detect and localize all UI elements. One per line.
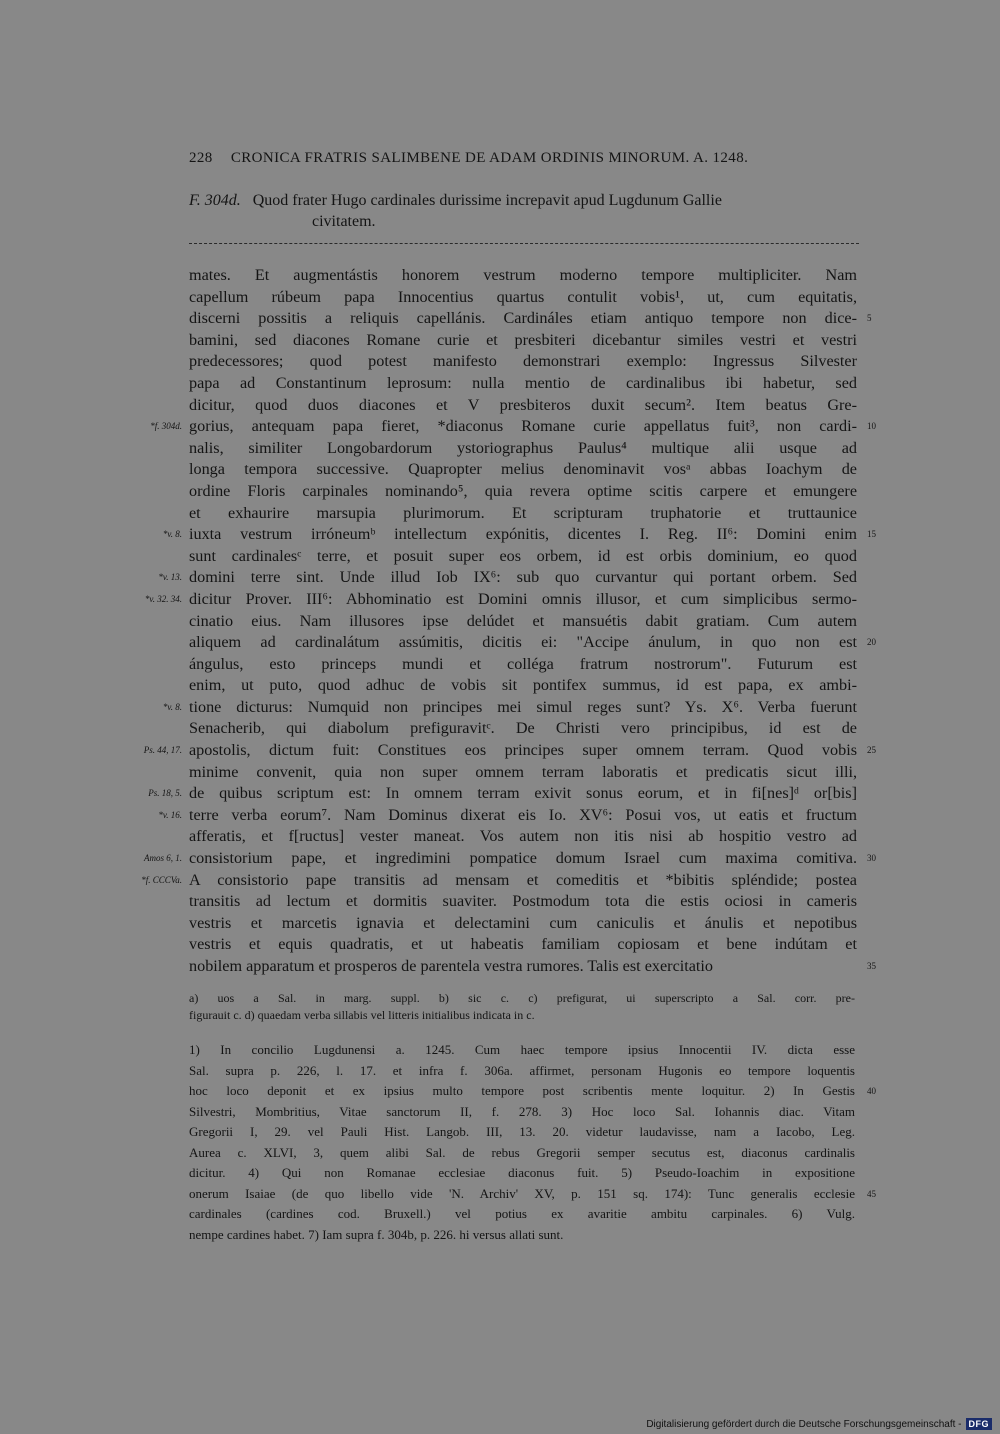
text-line-content: discerni possitis a reliquis capellánis. Cardináles etiam antiquo tempore non dice-	[189, 309, 857, 328]
text-line	[189, 287, 857, 309]
text-line-content: aliquem ad cardinalátum assúmitis, dicitis ei: "Accipe ánulum, in quo non est	[189, 633, 857, 652]
text-line-content: domini terre sint. Unde illud Iob IX⁶: sub quo curvantur qui portant orbem. Sed	[189, 568, 857, 587]
text-line	[189, 913, 857, 935]
text-line	[189, 503, 857, 525]
footnote-line	[189, 1143, 855, 1164]
footnote-text: 1) In concilio Lugdunensi a. 1245. Cum haec tempore ipsius Innocentii IV. dicta esse	[189, 1042, 855, 1057]
text-line-content: predecessores; quod potest manifesto demonstrari exemplo: Ingressus Silvester	[189, 352, 857, 371]
page-number: 228	[189, 150, 213, 166]
margin-reference: Ps. 44, 17.	[143, 745, 182, 756]
text-line-content: minime convenit, quia non super omnem terram laboratis et predicatis sicut illi,	[189, 762, 857, 781]
text-line	[189, 654, 857, 676]
text-line-content: et exhaurire marsupia plurimorum. Et scripturam truphatorie et truttaunice	[189, 503, 857, 522]
footnotes	[189, 1040, 876, 1245]
apparatus-line: figurauit c. d) quaedam verba sillabis vel litteris initialibus indicata in c.	[189, 1008, 535, 1022]
text-line-content: nobilem apparatum et prosperos de parentela vestra rumores. Talis est exercitatio	[189, 957, 714, 975]
text-line	[158, 567, 857, 589]
footnote-text: Silvestri, Mombritius, Vitae sanctorum II, f. 278. 3) Hoc loco Sal. Iohannis diac. Vitam	[189, 1103, 855, 1119]
rubric-folio: F. 304d.	[189, 192, 241, 209]
text-line-content: afferatis, et f[ructus] vester maneat. Vos autem non itis nisi ab hospitio vestro ad	[189, 827, 857, 846]
line-number: 15	[867, 529, 876, 540]
text-line-content: terre verba eorum⁷. Nam Dominus dixerat eis Io. XV⁶: Posui vos, ut eatis et fructum	[189, 805, 857, 824]
footnote-text: hoc loco deponit et ex ipsius multo tempore post scribentis mente loquitur. 2) In Gestis	[189, 1083, 855, 1098]
footnote-line	[189, 1040, 855, 1061]
footnote-line	[189, 1225, 855, 1246]
text-line-content: ángulus, esto princeps mundi et colléga fratrum nostrorum". Futurum est	[189, 654, 857, 673]
footer-text: Digitalisierung gefördert durch die Deutsche Forschungsgemeinschaft -	[646, 1418, 962, 1430]
text-line	[189, 934, 857, 956]
text-line-content: consistorium pape, et ingredimini pompatice domum Israel cum maxima comitiva.	[189, 849, 857, 868]
footnote-line	[189, 1122, 855, 1143]
digitization-footer	[646, 1418, 992, 1430]
margin-reference: *f. CCCVa.	[141, 874, 182, 885]
margin-reference: Amos 6, 1.	[144, 853, 182, 864]
footnote-line	[189, 1081, 876, 1102]
text-line	[189, 611, 857, 633]
text-line-content: A consistorio pape transitis ad mensam et comeditis et *bibitis spléndide; postea	[189, 870, 857, 889]
text-line	[158, 805, 857, 827]
text-line	[162, 524, 876, 546]
text-line	[144, 589, 857, 611]
text-line	[189, 826, 857, 848]
line-number: 25	[867, 745, 876, 756]
main-text	[141, 265, 876, 978]
text-line	[189, 438, 857, 460]
text-line	[189, 762, 857, 784]
margin-reference: *v. 8.	[162, 529, 182, 540]
footnote-text: Sal. supra p. 226, l. 17. et infra f. 306a. affirmet, personam Hugonis eo tempore loquentis	[189, 1062, 855, 1078]
text-line-content: ordine Floris carpinales nominando⁵, quia revera optime scitis carpere et emungere	[189, 481, 857, 500]
text-line	[189, 459, 857, 481]
text-line-content: transitis ad lectum et dormitis suaviter. Postmodum tota die estis ociosi in cameris	[189, 892, 857, 911]
footnote-text: Aurea c. XLVI, 3, quem alibi Sal. de rebus Gregorii semper secutus est, diaconus cardinalis	[189, 1144, 855, 1160]
margin-reference: *v. 13.	[158, 572, 182, 583]
text-line-content: Senacherib, qui diabolum prefiguravitᶜ. De Christi vero principibus, id est de	[189, 719, 857, 738]
text-line-content: papa ad Constantinum leprosum: nulla mentio de cardinalibus ibi habetur, sed	[189, 373, 857, 392]
footnote-text: onerum Isaiae (de quo libello vide 'N. Archiv' XV, p. 151 sq. 174): Tunc generalis ecclesie	[189, 1185, 855, 1201]
rubric-line-2: civitatem.	[312, 213, 376, 230]
line-number: 40	[867, 1086, 876, 1096]
rubric-divider	[189, 243, 859, 244]
footnote-line	[189, 1204, 855, 1225]
text-line	[189, 632, 876, 654]
text-line-content: cinatio eius. Nam illusores ipse delúdet et mansuétis dabit gratiam. Cum autem	[189, 611, 857, 630]
running-header	[189, 150, 859, 167]
text-line-content: tione dicturus: Numquid non principes mei simul reges sunt? Ys. X⁶. Verba fuerunt	[189, 697, 857, 716]
text-line	[189, 891, 857, 913]
text-line-content: longa tempora successive. Quapropter melius denominavit vosᵃ abbas Ioachym de	[189, 460, 857, 479]
line-number: 20	[867, 637, 876, 648]
text-line	[189, 481, 857, 503]
text-line-content: apostolis, dictum fuit: Constitues eos principes super omnem terram. Quod vobis	[189, 741, 857, 760]
dfg-logo: DFG	[966, 1418, 993, 1430]
text-line	[189, 718, 857, 740]
text-line-content: sunt cardinalesᶜ terre, et posuit super eos orbem, id est orbis dominium, eo quod	[189, 546, 857, 565]
text-line	[189, 675, 857, 697]
text-line	[189, 373, 857, 395]
text-line-content: mates. Et augmentástis honorem vestrum moderno tempore multipliciter. Nam	[189, 266, 857, 284]
running-title: CRONICA FRATRIS SALIMBENE DE ADAM ORDINIS MINORUM. A. 1248.	[230, 150, 749, 166]
line-number: 45	[867, 1188, 876, 1199]
margin-reference: Ps. 18, 5.	[148, 788, 182, 799]
text-line	[189, 330, 857, 352]
text-line	[144, 848, 876, 870]
text-line	[189, 265, 857, 287]
text-line-content: iuxta vestrum irróneumᵇ intellectum expónitis, dicentes I. Reg. II⁶: Domini enim	[189, 525, 857, 544]
footnote-line	[189, 1061, 855, 1082]
text-line-content: dicitur, quod duos diacones et V presbiteros duxit secum². Item beatus Gre-	[189, 395, 857, 414]
text-line	[189, 546, 857, 568]
line-number: 30	[867, 853, 876, 864]
text-line-content: bamini, sed diacones Romane curie et presbiteri dicebantur similes vestri et vestri	[189, 330, 857, 349]
text-line-content: enim, ut puto, quod adhuc de vobis sit pontifex summus, id est papa, ex ambi-	[189, 676, 857, 695]
margin-reference: *v. 8.	[162, 701, 182, 712]
footnote-text: Gregorii I, 29. vel Pauli Hist. Langob. III, 13. 20. videtur laudavisse, nam a Iacobo, Leg.	[189, 1124, 855, 1139]
critical-apparatus	[189, 990, 855, 1024]
text-line	[141, 870, 857, 892]
chapter-rubric	[189, 190, 861, 232]
line-number: 35	[867, 961, 876, 971]
text-line-content: vestris et equis quadratis, et ut habeatis familiam copiosam et bene indútam et	[189, 935, 857, 954]
line-number: 5	[867, 313, 872, 324]
text-line-content: de quibus scriptum est: In omnem terram exivit sonus eorum, et in fi[nes]ᵈ or[bis]	[189, 784, 857, 803]
margin-reference: *v. 16.	[158, 809, 182, 820]
footnote-line	[189, 1102, 855, 1123]
footnote-text: nempe cardines habet. 7) Iam supra f. 304b, p. 226. hi versus allati sunt.	[189, 1226, 564, 1242]
footnote-text: dicitur. 4) Qui non Romanae ecclesiae diaconus fuit. 5) Pseudo-Ioachim in expositione	[189, 1165, 855, 1180]
text-line	[143, 740, 876, 762]
text-line-content: nalis, similiter Longobardorum ystoriographus Paulus⁴ multique alii usque ad	[189, 438, 857, 457]
margin-reference: *v. 32. 34.	[144, 593, 182, 604]
margin-reference: *f. 304d.	[150, 421, 182, 432]
text-line	[148, 783, 857, 805]
text-line	[189, 308, 872, 330]
footnote-line	[189, 1184, 876, 1205]
text-line-content: vestris et marcetis ignavia et delectamini cum caniculis et ánulis et nepotibus	[189, 913, 857, 932]
text-line	[189, 395, 857, 417]
rubric-line-1: Quod frater Hugo cardinales durissime increpavit apud Lugdunum Gallie	[252, 192, 722, 209]
footnote-line	[189, 1163, 855, 1184]
text-line	[150, 416, 876, 438]
line-number: 10	[867, 421, 876, 432]
text-line	[162, 697, 857, 719]
text-line-content: capellum rúbeum papa Innocentius quartus contulit vobis¹, ut, cum equitatis,	[189, 287, 857, 306]
text-line	[189, 956, 876, 978]
text-line	[189, 351, 857, 373]
footnote-text: cardinales (cardines cod. Bruxell.) vel potius ex avaritie ambitu carpinales. 6) Vulg.	[189, 1206, 855, 1221]
apparatus-line: a) uos a Sal. in marg. suppl. b) sic c. c) prefigurat, ui superscripto a Sal. corr. pre-	[189, 991, 855, 1005]
text-line-content: gorius, antequam papa fieret, *diaconus Romane curie appellatus fuit³, non cardi-	[189, 417, 857, 436]
text-line-content: dicitur Prover. III⁶: Abhominatio est Domini omnis illusor, et cum simplicibus sermo-	[189, 589, 857, 608]
